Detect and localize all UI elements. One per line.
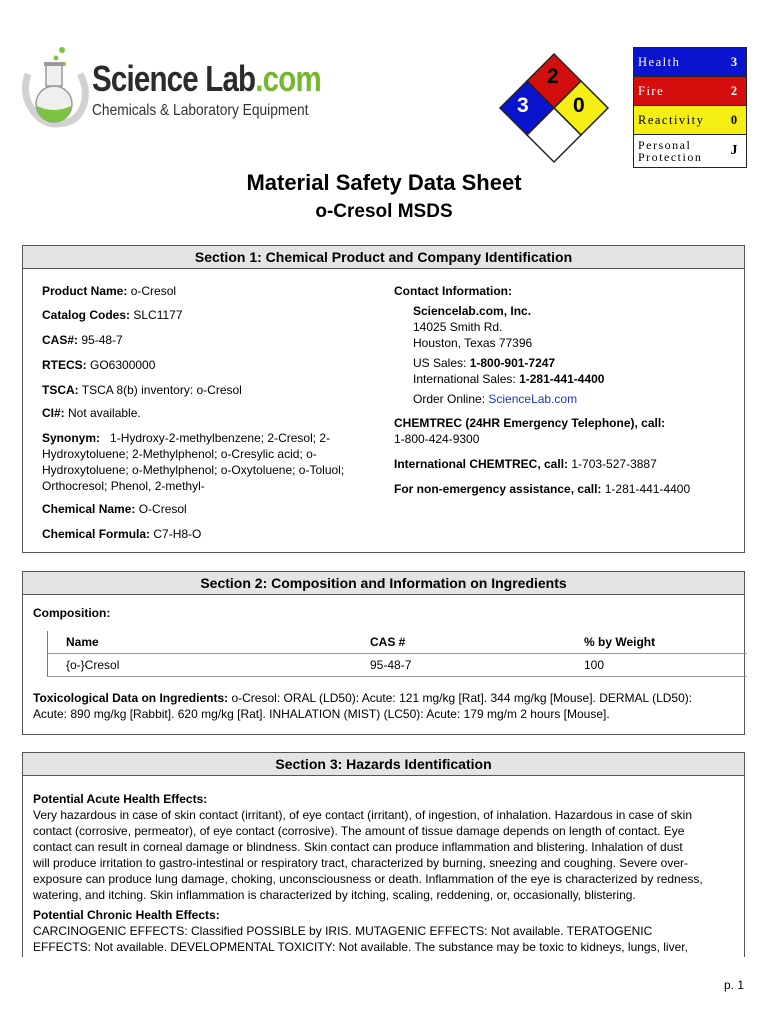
chemical-name-field [42,501,187,517]
chronic-line: EFFECTS: Not available. DEVELOPMENTAL TOXICITY: Not available. The substance may be toxic to kidneys, lungs, liver, [33,940,688,954]
hazard-value-reactivity: 0 [730,112,738,127]
intl-chemtrec-field [394,456,657,472]
synonym-label: Synonym: [42,431,101,445]
toxicological-line-2: Acute: 890 mg/kg [Rabbit]. 620 mg/kg [Rat]. INHALATION (MIST) (LC50): Acute: 179 mg/m 2 hours [Mouse]. [33,707,610,721]
hazard-label-fire: Fire [638,83,665,98]
hazard-value-fire: 2 [730,83,738,98]
logo-tagline: Chemicals & Laboratory Equipment [92,102,309,119]
hazard-label-health: Health [638,54,681,69]
cas-field [42,332,123,348]
col-header-weight: % by Weight [584,635,656,649]
section-1 [22,245,745,553]
tsca-label: TSCA: [42,383,79,397]
rtecs-value: GO6300000 [86,358,156,372]
hazard-value-health: 3 [730,54,738,69]
acute-line: Very hazardous in case of skin contact (irritant), of eye contact (irritant), of ingestion, of inhalation. Hazardous in case of skin [33,808,692,822]
nfpa-health-value: 3 [517,94,529,117]
chemical-name-label: Chemical Name: [42,502,136,516]
sciencelab-logo [20,44,321,134]
intl-sales-field [413,371,604,387]
hazard-row-fire [634,77,746,106]
composition-table-header [47,631,747,654]
tsca-value: TSCA 8(b) inventory: o-Cresol [78,383,242,397]
nonemergency-field [394,481,690,497]
us-sales-field [413,355,555,371]
acute-line: contact can result in corneal damage or blindness. Skin contact can produce inflammation and blistering. Inhalation of dust [33,840,683,854]
logo-wordmark [92,58,321,100]
synonym-line-3: Hydroxytoluene; o-Methylphenol; o-Oxytoluene; o-Toluol; [42,463,345,477]
chemtrec-label: CHEMTREC (24HR Emergency Telephone), call: [394,416,666,430]
section-3-heading: Section 3: Hazards Identification [23,753,744,776]
catalog-codes-label: Catalog Codes: [42,308,131,322]
catalog-codes-value: SLC1177 [130,308,183,322]
acute-line: watering, and itching. Skin inflammation is characterized by itching, scaling, reddening, or, occasionally, blistering. [33,888,636,902]
chemical-formula-value: C7-H8-O [150,527,202,541]
page-number: p. 1 [723,978,744,992]
cas-label: CAS#: [42,333,79,347]
acute-effects-text [33,807,703,903]
synonym-line-2: Hydroxytoluene; 2-Methylphenol; o-Cresylic acid; o- [42,447,317,461]
cell-name: {o-}Cresol [66,658,120,672]
table-row [47,654,747,677]
sciencelab-link[interactable]: ScienceLab.com [488,392,578,406]
pp-label-line1: Personal [638,138,692,152]
synonym-line-1: 1-Hydroxy-2-methylbenzene; 2-Cresol; 2- [100,431,331,445]
synonym-field [42,430,344,494]
synonym-line-4: Orthocresol; Phenol, 2-methyl- [42,479,205,493]
flask-icon [20,44,92,134]
ci-label: CI#: [42,406,65,420]
hazard-label-reactivity: Reactivity [638,112,705,127]
intl-chemtrec-label: International CHEMTREC, call: [394,457,569,471]
nfpa-reactivity-value: 0 [573,94,585,117]
rtecs-label: RTECS: [42,358,87,372]
toxicological-label: Toxicological Data on Ingredients: [33,691,229,705]
acute-line: exposure can produce lung damage, choking, unconsciousness or death. Inflammation of the eye is characterized by redness, [33,872,703,886]
acute-effects-label: Potential Acute Health Effects: [33,792,208,806]
ci-field [42,405,141,421]
hazard-rating-table [633,47,747,168]
ci-value: Not available. [64,406,141,420]
chemical-formula-field [42,526,201,542]
chemical-formula-label: Chemical Formula: [42,527,151,541]
section-2 [22,571,745,735]
contact-info-label: Contact Information: [394,284,512,298]
chronic-line: CARCINOGENIC EFFECTS: Classified POSSIBLE by IRIS. MUTAGENIC EFFECTS: Not available. TERATOGENIC [33,924,653,938]
pp-label-line2: Protection [638,150,703,164]
section-1-heading: Section 1: Chemical Product and Company Identification [23,246,744,269]
acute-line: will produce irritation to gastro-intestinal or respiratory tract, characterized by burning, sneezing and coughing. Severe over- [33,856,688,870]
company-name: Sciencelab.com, Inc. [413,304,532,318]
intl-sales-label: International Sales: [413,372,520,386]
hazard-label-personal-protection [634,139,722,163]
rtecs-field [42,357,155,373]
company-address-1: 14025 Smith Rd. [413,320,503,334]
logo-name-main: Science Lab [92,58,256,99]
composition-label: Composition: [33,606,111,620]
product-name-field [42,283,176,299]
col-header-cas: CAS # [370,635,406,649]
section-3 [22,752,745,957]
catalog-codes-field [42,307,183,323]
hazard-row-personal-protection [634,135,746,167]
toxicological-line-1: o-Cresol: ORAL (LD50): Acute: 121 mg/kg [Rat]. 344 mg/kg [Mouse]. DERMAL (LD50): [228,691,693,705]
document-subtitle: o-Cresol MSDS [315,201,453,222]
hazard-row-health [634,48,746,77]
chemtrec-phone: 1-800-424-9300 [394,432,480,446]
nfpa-diamond [498,52,610,164]
us-sales-phone: 1-800-901-7247 [469,356,556,370]
intl-sales-phone: 1-281-441-4400 [519,372,605,386]
nfpa-fire-value: 2 [547,65,559,88]
product-name-label: Product Name: [42,284,128,298]
order-online-field [413,391,577,407]
nonemergency-phone: 1-281-441-4400 [601,482,691,496]
cell-weight: 100 [584,658,605,672]
company-address-2: Houston, Texas 77396 [413,336,533,350]
chronic-effects-text [33,923,688,955]
us-sales-label: US Sales: [413,356,470,370]
cell-cas: 95-48-7 [370,658,412,672]
order-online-label: Order Online: [413,392,489,406]
nonemergency-label: For non-emergency assistance, call: [394,482,602,496]
intl-chemtrec-phone: 1-703-527-3887 [568,457,657,471]
acute-line: contact (corrosive, permeator), of eye contact (corrosive). The amount of tissue damage depends on length of contact. Eye [33,824,685,838]
cas-value: 95-48-7 [78,333,123,347]
col-header-name: Name [66,635,99,649]
logo-name-tld: .com [255,58,321,99]
tsca-field [42,382,242,398]
hazard-value-personal-protection: J [730,143,738,158]
toxicological-data [33,690,692,722]
document-title: Material Safety Data Sheet [246,170,522,195]
hazard-row-reactivity [634,106,746,135]
product-name-value: o-Cresol [127,284,177,298]
composition-table [47,631,747,677]
chemical-name-value: O-Cresol [135,502,187,516]
section-2-heading: Section 2: Composition and Information on Ingredients [23,572,744,595]
chronic-effects-label: Potential Chronic Health Effects: [33,908,220,922]
